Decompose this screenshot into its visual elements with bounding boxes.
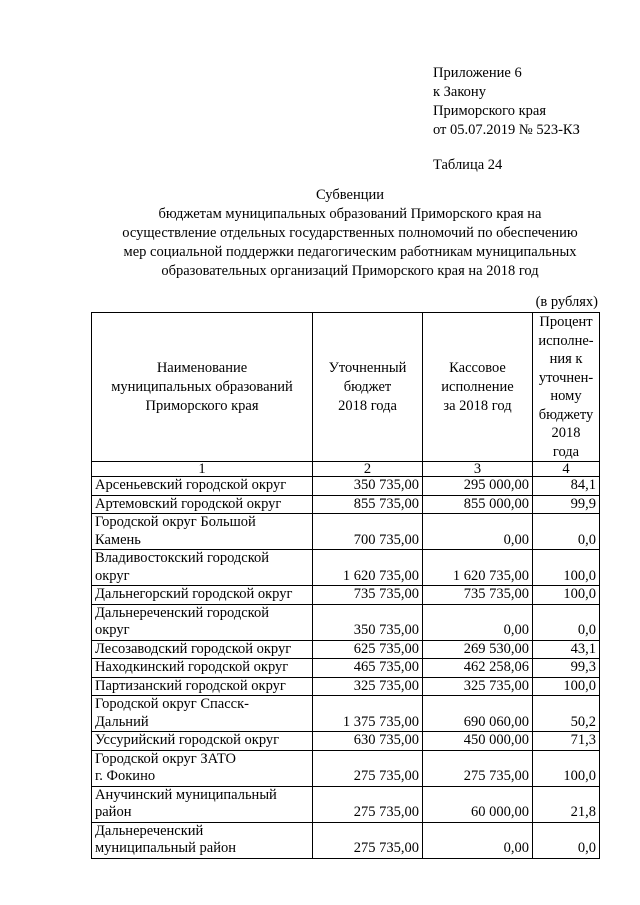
percent-value: 100,0 — [533, 677, 600, 696]
executed-value: 735 735,00 — [423, 586, 533, 605]
municipality-name-line: Уссурийский городской округ — [95, 732, 280, 748]
executed-value: 0,00 — [423, 822, 533, 858]
table-body — [92, 477, 600, 859]
municipality-name-line: Городской округ ЗАТО — [95, 750, 236, 767]
executed-value: 0,00 — [423, 604, 533, 640]
municipality-name-line: Артемовский городской округ — [95, 495, 282, 512]
municipality-name — [92, 604, 313, 640]
executed-value: 1 620 735,00 — [423, 550, 533, 586]
header-line: Процент — [539, 314, 593, 330]
municipality-name-line: Камень — [95, 531, 141, 548]
header-line: года — [552, 443, 580, 460]
header-line: Кассовое — [449, 359, 506, 376]
table-row — [92, 604, 600, 640]
municipality-name-line: Дальний — [95, 713, 149, 730]
municipality-name-line: Городской округ Большой — [95, 514, 256, 530]
budget-value: 855 735,00 — [313, 495, 423, 514]
title-line: Субвенции — [316, 187, 384, 203]
table-row — [92, 659, 600, 678]
municipality-name-line: муниципальный район — [95, 840, 236, 856]
municipality-name-line: округ — [95, 622, 130, 638]
table-row — [92, 696, 600, 732]
appendix-line: от 05.07.2019 № 523-КЗ — [433, 122, 580, 138]
header-municipality — [92, 313, 313, 462]
table-row — [92, 786, 600, 822]
percent-value: 100,0 — [533, 550, 600, 586]
percent-value: 0,0 — [533, 604, 600, 640]
table-row — [92, 550, 600, 586]
executed-value: 269 530,00 — [423, 640, 533, 659]
municipality-name-line: Находкинский городской округ — [95, 659, 289, 675]
percent-value: 0,0 — [533, 822, 600, 858]
municipality-name — [92, 514, 313, 550]
header-executed — [423, 313, 533, 462]
municipality-name — [92, 550, 313, 586]
table-row — [92, 514, 600, 550]
header-line: 2018 — [551, 425, 581, 441]
municipality-name-line: Городской округ Спасск- — [95, 696, 249, 712]
executed-value: 690 060,00 — [423, 696, 533, 732]
budget-value: 1 620 735,00 — [313, 550, 423, 586]
table-row — [92, 732, 600, 751]
municipality-name-line: Владивостокский городской — [95, 550, 270, 566]
budget-value: 350 735,00 — [313, 477, 423, 496]
municipality-name — [92, 586, 313, 605]
table-row — [92, 640, 600, 659]
municipality-name-line: Дальнегорский городской округ — [95, 586, 293, 602]
appendix-line: Приложение 6 — [433, 65, 522, 81]
municipality-name-line: Партизанский городской округ — [95, 677, 286, 694]
municipality-name-line: район — [95, 804, 132, 820]
table-row — [92, 495, 600, 514]
title-line: бюджетам муниципальных образований Приморского края на — [158, 206, 542, 222]
budget-value: 325 735,00 — [313, 677, 423, 696]
budget-value: 275 735,00 — [313, 750, 423, 786]
table-header-row — [92, 313, 600, 462]
table-row — [92, 477, 600, 496]
municipality-name-line: г. Фокино — [95, 768, 156, 784]
executed-value: 450 000,00 — [423, 732, 533, 751]
header-budget — [313, 313, 423, 462]
percent-value: 99,3 — [533, 659, 600, 678]
percent-value: 99,9 — [533, 495, 600, 514]
header-line: бюджету — [538, 406, 594, 423]
header-line: за 2018 год — [443, 397, 512, 414]
header-line: ния к — [549, 351, 583, 367]
header-line: Уточненный — [328, 359, 407, 376]
executed-value: 855 000,00 — [423, 495, 533, 514]
municipality-name — [92, 477, 313, 496]
column-index-row — [92, 462, 600, 477]
municipality-name-line: Дальнереченский — [95, 822, 204, 839]
document-title — [60, 186, 640, 281]
municipality-name-line: Анучинский муниципальный — [95, 786, 277, 803]
table-number: Таблица 24 — [433, 157, 503, 173]
municipality-name — [92, 640, 313, 659]
executed-value: 275 735,00 — [423, 750, 533, 786]
header-line: Приморского края — [145, 397, 259, 414]
municipality-name-line: округ — [95, 567, 130, 584]
header-line: исполнение — [441, 378, 514, 395]
column-index: 2 — [313, 462, 423, 477]
title-line: осуществление отдельных государственных полномочий по обеспечению — [122, 225, 578, 241]
municipality-name-line: Лесозаводский городской округ — [95, 640, 292, 657]
header-line: исполне- — [538, 332, 594, 349]
executed-value: 0,00 — [423, 514, 533, 550]
municipality-name-line: Дальнереченский городской — [95, 604, 269, 621]
budget-value: 735 735,00 — [313, 586, 423, 605]
budget-value: 350 735,00 — [313, 604, 423, 640]
table-row — [92, 822, 600, 858]
municipality-name — [92, 750, 313, 786]
table-row — [92, 677, 600, 696]
header-line: ному — [550, 388, 582, 404]
unit-label: (в рублях) — [535, 294, 598, 310]
executed-value: 60 000,00 — [423, 786, 533, 822]
budget-value: 630 735,00 — [313, 732, 423, 751]
percent-value: 84,1 — [533, 477, 600, 496]
municipality-name — [92, 732, 313, 751]
percent-value: 43,1 — [533, 640, 600, 659]
percent-value: 71,3 — [533, 732, 600, 751]
budget-value: 625 735,00 — [313, 640, 423, 659]
table-row — [92, 586, 600, 605]
column-index: 3 — [423, 462, 533, 477]
header-line: уточнен- — [538, 369, 594, 386]
appendix-reference — [433, 64, 580, 140]
executed-value: 295 000,00 — [423, 477, 533, 496]
municipality-name — [92, 495, 313, 514]
percent-value: 100,0 — [533, 750, 600, 786]
budget-value: 275 735,00 — [313, 786, 423, 822]
header-line: муниципальных образований — [111, 378, 293, 395]
column-index: 4 — [533, 462, 600, 477]
municipality-name-line: Арсеньевский городской округ — [95, 477, 287, 493]
municipality-name — [92, 786, 313, 822]
title-line: мер социальной поддержки педагогическим работникам муниципальных — [123, 244, 577, 260]
municipality-name — [92, 822, 313, 858]
header-percent — [533, 313, 600, 462]
percent-value: 50,2 — [533, 696, 600, 732]
table-row — [92, 750, 600, 786]
municipality-name — [92, 696, 313, 732]
column-index: 1 — [92, 462, 313, 477]
budget-value: 700 735,00 — [313, 514, 423, 550]
budget-value: 1 375 735,00 — [313, 696, 423, 732]
percent-value: 100,0 — [533, 586, 600, 605]
executed-value: 325 735,00 — [423, 677, 533, 696]
subvention-table — [91, 312, 600, 859]
budget-value: 465 735,00 — [313, 659, 423, 678]
budget-value: 275 735,00 — [313, 822, 423, 858]
header-line: бюджет — [343, 378, 392, 395]
appendix-line: Приморского края — [433, 103, 547, 119]
percent-value: 21,8 — [533, 786, 600, 822]
percent-value: 0,0 — [533, 514, 600, 550]
header-line: 2018 года — [338, 397, 397, 414]
executed-value: 462 258,06 — [423, 659, 533, 678]
title-line: образовательных организаций Приморского края на 2018 год — [161, 263, 539, 279]
municipality-name — [92, 677, 313, 696]
municipality-name — [92, 659, 313, 678]
header-line: Наименование — [156, 359, 248, 376]
appendix-line: к Закону — [433, 84, 486, 100]
